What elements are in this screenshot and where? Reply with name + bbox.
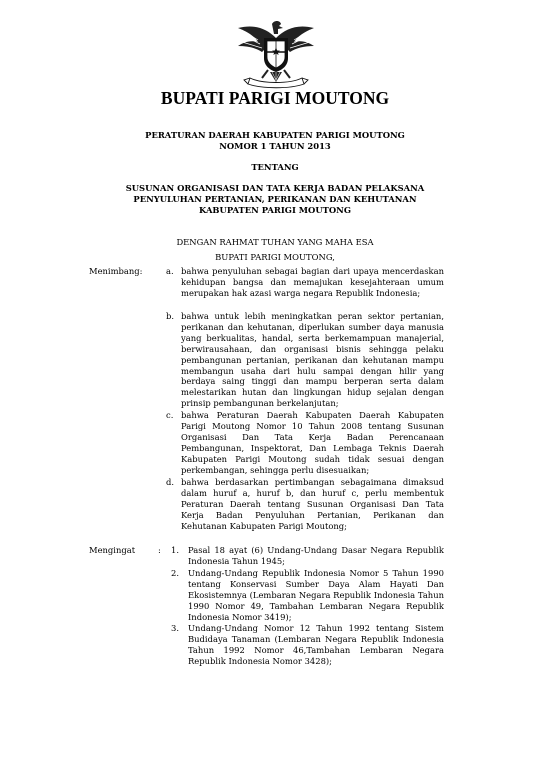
menimbang-label: Menimbang: <box>89 266 143 276</box>
list-marker: 3. <box>171 623 179 633</box>
preamble-blessing: DENGAN RAHMAT TUHAN YANG MAHA ESA <box>176 237 374 247</box>
list-item: Pasal 18 ayat (6) Undang-Undang Dasar Negara Republik Indonesia Tahun 1945; <box>188 545 444 566</box>
list-marker: c. <box>166 410 174 420</box>
regulation-subject-line2: PENYULUHAN PERTANIAN, PERIKANAN DAN KEHUTANAN <box>133 194 417 204</box>
garuda-pancasila-emblem-icon <box>232 18 320 90</box>
list-item: Undang-Undang Republik Indonesia Nomor 5 Tahun 1990 tentang Konservasi Sumber Daya Alam Hayati Dan Ekosistemnya (Lembaran Negara Republik Indonesia Tahun 1990 Nomor 49, Tambahan Lembaran Negara Republik Indonesia Nomor 3419); <box>188 568 444 622</box>
regulation-number: NOMOR 1 TAHUN 2013 <box>219 141 331 151</box>
list-marker: d. <box>166 477 175 487</box>
document-title: BUPATI PARIGI MOUTONG <box>160 88 390 108</box>
regulation-subject-line1: SUSUNAN ORGANISASI DAN TATA KERJA BADAN PELAKSANA <box>125 183 425 193</box>
mengingat-colon: : <box>158 545 161 555</box>
list-marker: 2. <box>171 568 179 578</box>
list-item: bahwa Peraturan Daerah Kabupaten Daerah Kabupaten Parigi Moutong Nomor 10 Tahun 2008 tentang Susunan Organisasi Dan Tata Kerja Badan Perencanaan Pembangunan, Inspektorat, Dan Lembaga Teknis Daerah Kabupaten Parigi Moutong sudah tidak sesuai dengan perkembangan, sehingga perlu disesuaikan; <box>181 410 444 475</box>
list-marker: b. <box>166 311 175 321</box>
regulation-subject-line3: KABUPATEN PARIGI MOUTONG <box>199 205 351 215</box>
list-marker: 1. <box>171 545 179 555</box>
list-item: bahwa penyuluhan sebagai bagian dari upaya mencerdaskan kehidupan bangsa dan memajukan kesejahteraan umum merupakan hak azasi warga negara Republik Indonesia; <box>181 266 444 298</box>
mengingat-label: Mengingat <box>89 545 136 555</box>
list-item: bahwa berdasarkan pertimbangan sebagaimana dimaksud dalam huruf a, huruf b, dan huruf c, perlu membentuk Peraturan Daerah tentang Susunan Organisasi Dan Tata Kerja Badan Penyuluhan Pertanian, Perikanan dan Kehutanan Kabupaten Parigi Moutong; <box>181 477 444 531</box>
list-marker: a. <box>166 266 174 276</box>
list-item: Undang-Undang Nomor 12 Tahun 1992 tentang Sistem Budidaya Tanaman (Lembaran Negara Republik Indonesia Tahun 1992 Nomor 46,Tambahan Lembaran Negara Republik Indonesia Nomor 3428); <box>188 623 444 666</box>
regulation-title-line1: PERATURAN DAERAH KABUPATEN PARIGI MOUTONG <box>145 130 405 140</box>
regulation-about: TENTANG <box>251 162 299 172</box>
list-item: bahwa untuk lebih meningkatkan peran sektor pertanian, perikanan dan kehutanan, diperlukan sumber daya manusia yang berkualitas, handal, serta berkemampuan manajerial, berwirausahaan, dan organisasi bisnis sehingga pelaku pembangunan pertanian, perikanan dan kehutanan mampu membangun usaha dari hulu sampai dengan hilir yang berdaya saing tinggi dan mampu berperan serta dalam melestarikan hutan dan lingkungan hidup sejalan dengan prinsip pembangunan berkelanjutan; <box>181 311 444 409</box>
preamble-regent: BUPATI PARIGI MOUTONG, <box>215 252 335 262</box>
